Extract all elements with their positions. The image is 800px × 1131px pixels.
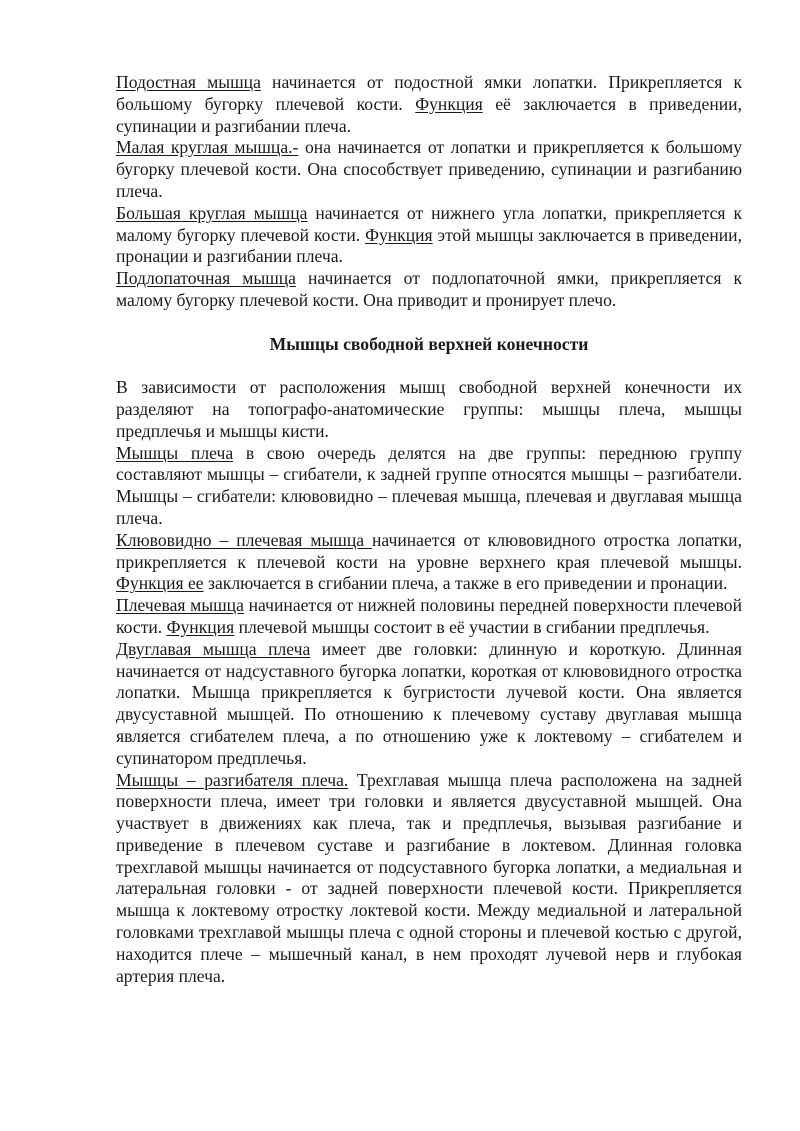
section-heading: Мышцы свободной верхней конечности — [269, 333, 589, 354]
paragraph-text: Трехглавая мышца плеча расположена на задней поверхности плеча, имеет три головки и является двусуставной мышцей. Она участвует в движениях как плеча, так и предплечья, вызывая разгибание и приведение в плечевом суставе и разгибание в локтевом. Длинная головка трехглавой мышцы начинается от подсуставного бугорка лопатки, а медиальная и латеральная головки - от задней поверхности плечевой кости. Прикрепляется мышца к локтевому отростку локтевой кости. Между медиальной и латеральной головками трехглавой мышцы плеча с одной стороны и плечевой костью с другой, находится плече – мышечный канал, в нем проходят лучевой нерв и глубокая артерия плеча. — [116, 769, 742, 986]
paragraph-term: Плечевая мышца — [116, 595, 244, 616]
paragraph — [116, 137, 742, 202]
paragraph — [116, 268, 742, 312]
paragraph-text: начинается от нижней половины передней поверхности плечевой кости. — [116, 595, 742, 637]
spacer — [116, 355, 742, 377]
paragraph-text: В зависимости от расположения мышц свободной верхней конечности их разделяют на топографо-анатомические группы: мышцы плеча, мышцы предплечья и мышцы кисти. — [116, 377, 742, 441]
paragraph-term: Мышцы – разгибателя плеча. — [116, 769, 349, 790]
paragraph-term: Мышцы плеча — [116, 442, 234, 463]
paragraph-term: Подлопаточная мышца — [116, 268, 296, 289]
paragraph-text: её заключается в приведении, супинации и разгибании плеча. — [116, 93, 742, 136]
paragraph-text: этой мышцы заключается в приведении, пронации и разгибании плеча. — [116, 224, 742, 267]
paragraph-text: она начинается от лопатки и прикрепляется к большому бугорку плечевой кости. Она способствует приведению, супинации и разгибанию плеча. — [116, 137, 742, 201]
paragraph — [116, 72, 742, 137]
section-free-upper-limb-muscles — [116, 377, 742, 987]
paragraph — [116, 443, 742, 530]
section-shoulder-girdle-muscles — [116, 72, 742, 312]
paragraph — [116, 530, 742, 595]
underlined-phrase: Функция — [166, 616, 235, 637]
paragraph-text: в свою очередь делятся на две группы: переднюю группу составляют мышцы – сгибатели, к задней группе относятся мышцы – разгибатели. Мышцы – сгибатели: клювовидно – плечевая мышца, плечевая и двуглавая мышца плеча. — [116, 442, 742, 528]
spacer — [116, 312, 742, 334]
paragraph-term: Подостная мышца — [116, 72, 261, 92]
underlined-phrase: Функция ее — [116, 573, 204, 594]
paragraph — [116, 639, 742, 770]
paragraph-text: начинается от нижнего угла лопатки, прикрепляется к малому бугорку плечевой кости. — [116, 202, 742, 245]
paragraph — [116, 377, 742, 442]
paragraph — [116, 770, 742, 988]
paragraph — [116, 203, 742, 268]
paragraph-term: Двуглавая мышца плеча — [116, 638, 311, 659]
document-page — [116, 72, 742, 987]
underlined-phrase: Функция — [415, 93, 483, 114]
paragraph-text: начинается от подлопаточной ямки, прикрепляется к малому бугорку плечевой кости. Она приводит и пронирует плечо. — [116, 268, 742, 310]
paragraph-text: начинается от клювовидного отростка лопатки, прикрепляется к плечевой кости на уровне верхнего края плечевой мышцы. — [116, 529, 742, 572]
paragraph-text: начинается от подостной ямки лопатки. Прикрепляется к большому бугорку плечевой кости. — [116, 72, 742, 114]
paragraph-text: имеет две головки: длинную и короткую. Длинная начинается от надсуставного бугорка лопатки, короткая от клювовидного отростка лопатки. Мышца прикрепляется к бугристости лучевой кости. Она является двусуставной мышцей. По отношению к плечевому суставу двуглавая мышца является сгибателем плеча, а по отношению уже к локтевому – сгибателем и супинатором предплечья. — [116, 638, 742, 768]
paragraph — [116, 595, 742, 639]
paragraph-text: заключается в сгибании плеча, а также в его приведении и пронации. — [203, 573, 728, 594]
underlined-phrase: Функция — [365, 224, 433, 245]
paragraph-term: Малая круглая мышца.- — [116, 137, 299, 158]
paragraph-term: Клювовидно – плечевая мышца — [116, 529, 372, 550]
paragraph-term: Большая круглая мышца — [116, 202, 308, 223]
paragraph-text: плечевой мышцы состоит в её участии в сгибании предплечья. — [234, 616, 710, 637]
